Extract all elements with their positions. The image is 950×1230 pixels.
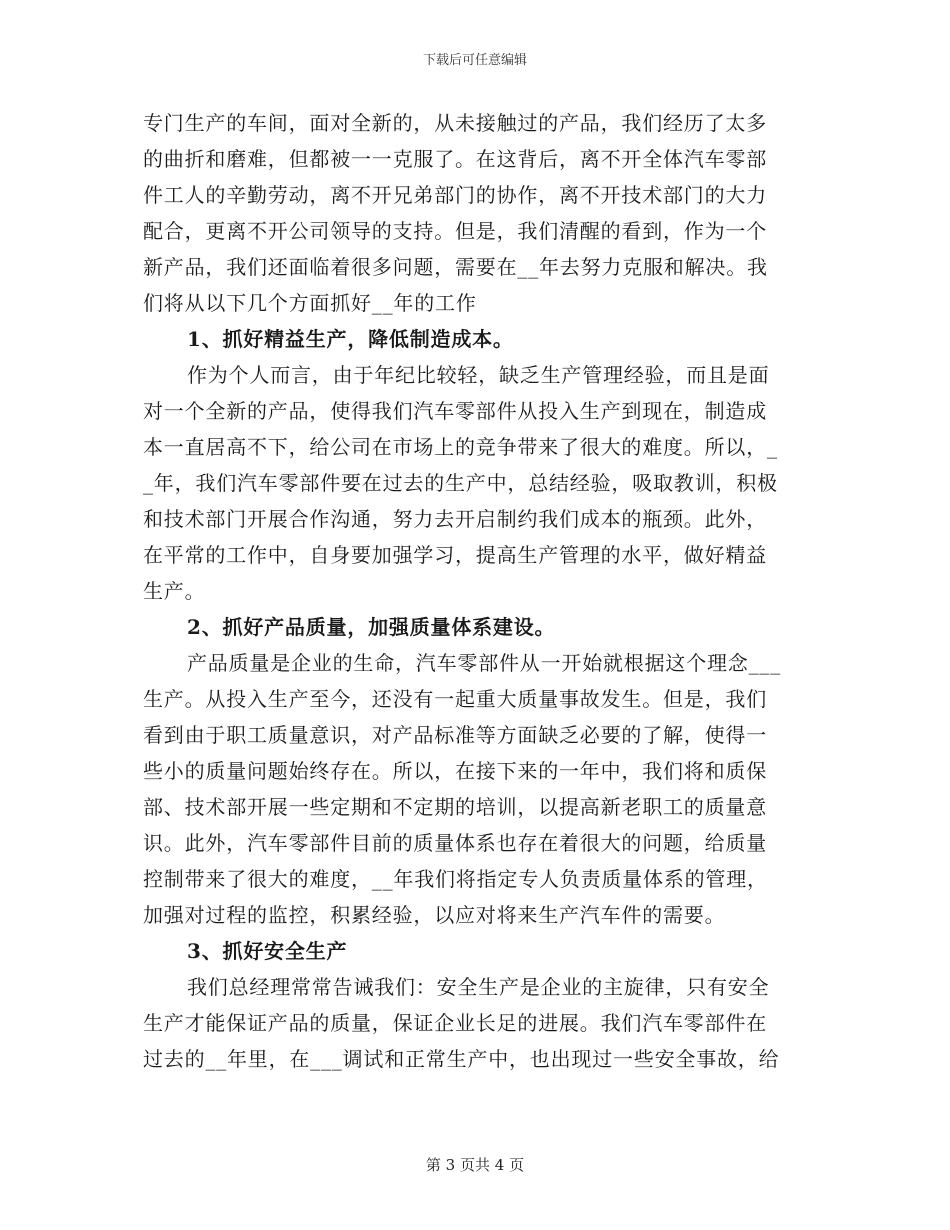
body-line: 新产品，我们还面临着很多问题，需要在__年去努力克服和解决。我 (143, 255, 768, 279)
section-heading-1: 1、抓好精益生产，降低制造成本。 (187, 327, 514, 351)
body-line: 过去的__年里，在___调试和正常生产中，也出现过一些安全事故，给 (143, 1047, 780, 1071)
body-line: 我们总经理常常告诫我们：安全生产是企业的主旋律，只有安全 (187, 975, 770, 999)
body-line: 些小的质量问题始终存在。所以，在接下来的一年中，我们将和质保 (143, 759, 767, 783)
body-line: _年，我们汽车零部件要在过去的生产中，总结经验，吸取教训，积极 (143, 471, 778, 495)
body-line: 生产。从投入生产至今，还没有一起重大质量事故发生。但是，我们 (143, 687, 767, 711)
body-line: 配合，更离不开公司领导的支持。但是，我们清醒的看到，作为一个 (143, 219, 767, 243)
body-line: 对一个全新的产品，使得我们汽车零部件从投入生产到现在，制造成 (143, 399, 767, 423)
body-line: 专门生产的车间，面对全新的，从未接触过的产品，我们经历了太多 (143, 111, 767, 135)
section-heading-3: 3、抓好安全生产 (187, 939, 348, 963)
body-line: 作为个人而言，由于年纪比较轻，缺乏生产管理经验，而且是面 (187, 363, 770, 387)
section-heading-2: 2、抓好产品质量，加强质量体系建设。 (187, 615, 556, 639)
page-footer: 第 3 页共 4 页 (425, 1156, 525, 1174)
page-header: 下载后可任意编辑 (422, 53, 527, 68)
body-line: 看到由于职工质量意识，对产品标准等方面缺乏必要的了解，使得一 (143, 723, 767, 747)
body-line: 加强对过程的监控，积累经验，以应对将来生产汽车件的需要。 (143, 903, 726, 927)
body-line: 在平常的工作中，自身要加强学习，提高生产管理的水平，做好精益 (143, 543, 767, 567)
body-line: 生产。 (143, 579, 206, 603)
body-line: 们将从以下几个方面抓好__年的工作 (143, 291, 477, 315)
body-line: 件工人的辛勤劳动，离不开兄弟部门的协作，离不开技术部门的大力 (143, 183, 767, 207)
body-line: 生产才能保证产品的质量，保证企业长足的进展。我们汽车零部件在 (143, 1011, 767, 1035)
body-line: 产品质量是企业的生命，汽车零部件从一开始就根据这个理念___ (187, 651, 781, 675)
body-line: 和技术部门开展合作沟通，努力去开启制约我们成本的瓶颈。此外， (143, 507, 767, 531)
body-line: 识。此外，汽车零部件目前的质量体系也存在着很大的问题，给质量 (143, 831, 767, 855)
body-line: 部、技术部开展一些定期和不定期的培训，以提高新老职工的质量意 (143, 795, 767, 819)
body-line: 的曲折和磨难，但都被一一克服了。在这背后，离不开全体汽车零部 (143, 147, 767, 171)
body-line: 本一直居高不下，给公司在市场上的竞争带来了很大的难度。所以，_ (143, 435, 778, 459)
body-line: 控制带来了很大的难度，__年我们将指定专人负责质量体系的管理， (143, 867, 768, 891)
document-body (143, 105, 807, 1077)
